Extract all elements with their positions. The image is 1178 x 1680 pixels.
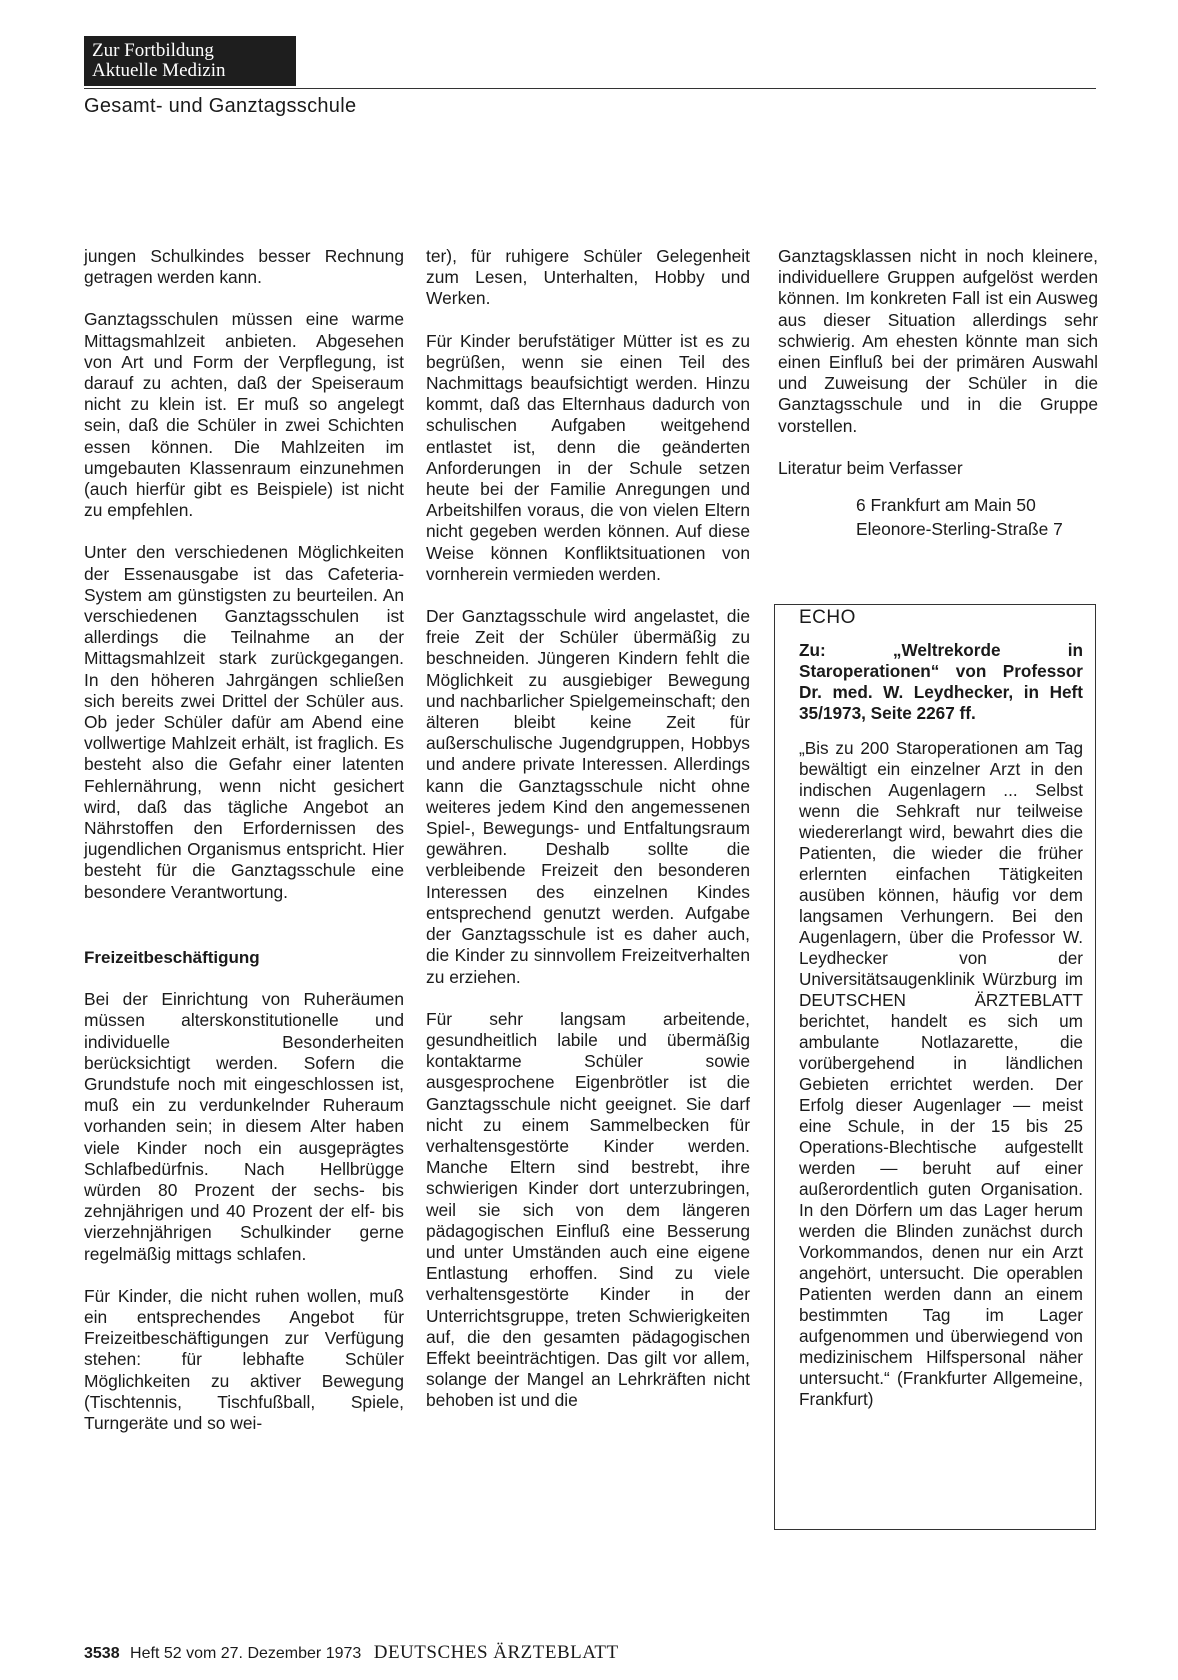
echo-box (774, 604, 1096, 1530)
literature-note: Literatur beim Verfasser (778, 457, 963, 478)
echo-title: ECHO (799, 607, 856, 628)
paragraph: Für Kinder, die nicht ruhen wollen, muß ein entsprechendes Angebot für Freizeitbeschäftigungen zur Verfügung stehen: für lebhafte Schüler Möglichkeiten zu aktiver Bewegung (Tischtennis, Tischfußball, Spiele, Turngeräte und so wei- (84, 1285, 404, 1433)
paragraph: jungen Schulkindes besser Rechnung getragen werden kann. (84, 246, 404, 288)
paragraph: Bei der Einrichtung von Ruheräumen müssen alterskonstitutionelle und individuelle Besonderheiten berücksichtigt werden. Sofern die Grundstufe noch mit eingeschlossen ist, muß ein zu verdunkelnder Ruheraum vorhanden sein; in diesem Alter haben viele Kinder noch ein ausgeprägtes Schlafbedürfnis. Nach Hellbrügge würden 80 Prozent der sechs- bis zehnjährigen und 40 Prozent der elf- bis vierzehnjährigen Schulkinder gerne regelmäßig mittags schlafen. (84, 989, 404, 1264)
subheading: Freizeitbeschäftigung (84, 947, 260, 967)
section-title: Gesamt- und Ganztagsschule (84, 95, 357, 117)
author-address (856, 493, 1098, 541)
paragraph: Für sehr langsam arbeitende, gesundheitlich labile und übermäßig kontaktarme Schüler sowie ausgesprochene Eigenbrötler ist die Ganztagsschule nicht geeignet. Sie darf nicht zu einem Sammelbecken für verhaltensgestörte Kinder werden. Manche Eltern sind bestrebt, ihre schwierigen Kinder dort unterzubringen, weil sie sich von dem längeren pädagogischen Einfluß eine Besserung und unter Umständen auch eine eigene Entlastung erhoffen. Sind zu viele verhaltensgestörte Kinder in der Unterrichtsgruppe, treten Schwierigkeiten auf, die den gesamten pädagogischen Effekt beeinträchtigen. Das gilt vor allem, solange der Mangel an Lehrkräften nicht behoben ist und die (426, 1008, 750, 1411)
journal-name: DEUTSCHES ÄRZTEBLATT (373, 1642, 619, 1663)
badge-line-1: Zur Fortbildung (92, 40, 214, 61)
paragraph: Für Kinder berufstätiger Mütter ist es zu begrüßen, wenn sie einen Teil des Nachmittags beaufsichtigt werden. Hinzu kommt, daß das Elternhaus dadurch von schulischen Aufgaben weitgehend entlastet ist, denn die geänderten Anforderungen in der Schule setzen heute bei der Familie Anregungen und Arbeitshilfen voraus, die von vielen Eltern nicht gegeben werden können. Auf diese Weise können Konfliktsituationen von vornherein vermieden werden. (426, 330, 750, 584)
issue-info: Heft 52 vom 27. Dezember 1973 (130, 1645, 362, 1662)
address-line-2: Eleonore-Sterling-Straße 7 (856, 519, 1063, 540)
header-divider (84, 88, 1096, 89)
text-column-2 (426, 246, 750, 1433)
page-number: 3538 (84, 1645, 120, 1662)
paragraph: Ganztagsschulen müssen eine warme Mittagsmahlzeit anbieten. Abgesehen von Art und Form der Verpflegung, ist darauf zu achten, daß der Speiseraum nicht zu klein ist. Er muß so angelegt sein, daß die Schüler in zwei Schichten essen können. Die Mahlzeiten im umgebauten Klassenraum einzunehmen (auch hierfür gibt es Beispiele) ist nicht zu empfehlen. (84, 309, 404, 521)
text-column-3 (778, 246, 1098, 541)
address-line-1: 6 Frankfurt am Main 50 (856, 495, 1036, 516)
paragraph: ter), für ruhigere Schüler Gelegenheit zum Lesen, Unterhalten, Hobby und Werken. (426, 246, 750, 309)
paragraph: Unter den verschiedenen Möglichkeiten der Essenausgabe ist das Cafeteria-System am günstigsten zu beurteilen. An verschiedenen Ganztagsschulen ist allerdings die Teilnahme an der Mittagsmahlzeit stark zurückgegangen. In den höheren Jahrgängen schließen sich bereits zwei Drittel der Schüler aus. Ob jeder Schüler dafür am Abend eine vollwertige Mahlzeit erhält, ist fraglich. Es besteht also die Gefahr einer latenten Fehlernährung, wenn nicht gesichert wird, daß das tägliche Angebot an Nährstoffen den Erfordernissen des jugendlichen Organismus entspricht. Hier besteht für die Ganztagsschule eine besondere Verantwortung. (84, 542, 404, 902)
echo-heading: Zu: „Weltrekorde in Staroperationen“ von Professor Dr. med. W. Leydhecker, in Heft 35/1973, Seite 2267 ff. (799, 640, 1083, 723)
paragraph: Ganztagsklassen nicht in noch kleinere, individuellere Gruppen aufgelöst werden können. Im konkreten Fall ist ein Ausweg aus dieser Situation allerdings sehr schwierig. Am ehesten könnte man sich einen Einfluß bei der primären Auswahl und Zuweisung der Schüler in die Ganztagsschule und in die Gruppe vorstellen. (778, 246, 1098, 436)
echo-body: „Bis zu 200 Staroperationen am Tag bewältigt ein einzelner Arzt in den indischen Augenlagern ... Selbst wenn die Sehkraft nur teilweise wiedererlangt wird, bewahrt dies die Patienten, die wieder die früher erlernten einfachen Tätigkeiten ausüben können, häufig vor dem langsamen Verhungern. Bei den Augenlagern, über die Professor W. Leydhecker von der Universitätsaugenklinik Würzburg im DEUTSCHEN ÄRZTEBLATT berichtet, handelt es sich um ambulante Notlazarette, die vorübergehend in ländlichen Gebieten errichtet werden. Der Erfolg dieser Augenlager — meist eine Schule, in der 15 bis 25 Operations-Blechtische aufgestellt werden — beruht auf einer außerordentlich guten Organisation. In den Dörfern um das Lager herum werden die Blinden zunächst durch Vorkommandos, denen nur ein Arzt angehört, untersucht. Die operablen Patienten werden dann an einem bestimmten Tag im Lager aufgenommen und überwiegend von medizinischem Hilfspersonal näher untersucht.“ (Frankfurter Allgemeine, Frankfurt) (799, 738, 1083, 1409)
category-badge (84, 36, 296, 86)
page-footer (84, 1642, 619, 1664)
paragraph: Der Ganztagsschule wird angelastet, die freie Zeit der Schüler übermäßig zu beschneiden. Jüngeren Kindern fehlt die Möglichkeit zu ausgiebiger Bewegung und nachbarlicher Spielgemeinschaft; den älteren bleibt keine Zeit für außerschulische Jugendgruppen, Hobbys und andere private Interessen. Allerdings kann die Ganztagsschule nicht ohne weiteres jedem Kind den angemessenen Spiel-, Bewegungs- und Entfaltungsraum gewähren. Deshalb sollte die verbleibende Freizeit den besonderen Interessen des einzelnen Kindes entsprechend genutzt werden. Aufgabe der Ganztagsschule ist es daher auch, die Kinder zu sinnvollem Freizeitverhalten zu erziehen. (426, 606, 750, 987)
badge-line-2: Aktuelle Medizin (92, 60, 226, 81)
text-column-1 (84, 246, 404, 1455)
